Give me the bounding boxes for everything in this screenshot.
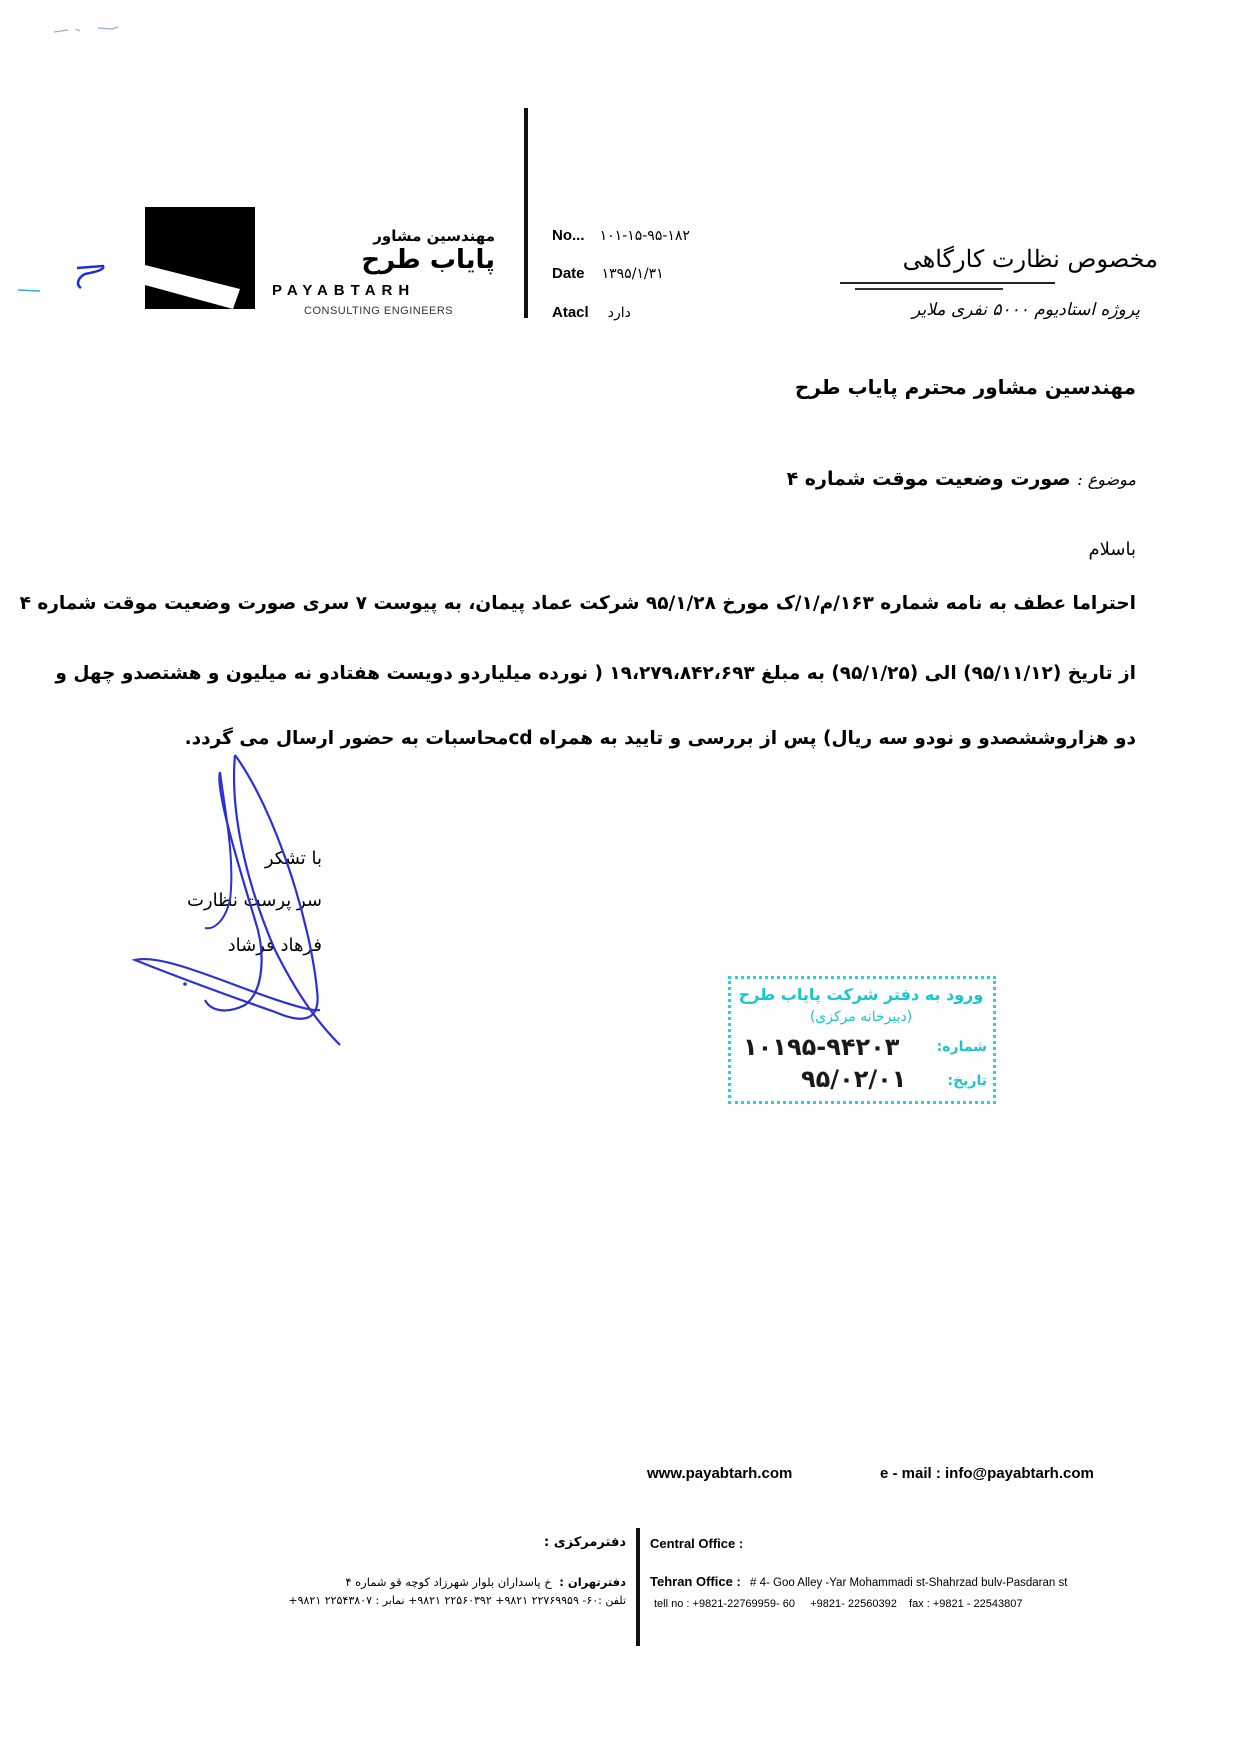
stamp-date-value: ۹۵/۰۲/۰۱ [801,1065,907,1093]
contact-numbers-fa: تلفن :۶۰- ۲۲۷۶۹۹۵۹ ۹۸۲۱+ ۲۲۵۶۰۳۹۲ ۹۸۲۱+ نمابر : ۲۲۵۴۳۸۰۷ ۹۸۲۱+ [288,1594,626,1607]
stamp-date-label: تاریخ: [947,1073,987,1089]
letter-date-label: Date [552,265,585,282]
subject-label: موضوع : [1077,470,1136,489]
closing-name: فرهاد فرشاد [227,935,322,956]
central-office-label-en: Central Office : [650,1536,744,1551]
attachment-label: Atacl [552,304,589,321]
body-line-3: دو هزاروششصدو و نودو سه ریال) پس از بررسی و تایید به همراه cdمحاسبات به حضور ارسال می گردد. [184,728,1136,749]
stamp-number-label: شماره: [936,1039,987,1055]
logo-subtitle-en: CONSULTING ENGINEERS [304,305,454,317]
closing-title: سر پرست نظارت [186,890,322,911]
receipt-stamp [728,976,996,1104]
letter-number-label: No... [552,227,585,244]
special-title: مخصوص نظارت کارگاهی [902,245,1158,273]
scan-artifact [50,20,130,40]
addressee: مهندسین مشاور محترم پایاب طرح [794,375,1136,399]
tehran-office-address-en: # 4- Goo Alley -Yar Mohammadi st-Shahrzad bulv-Pasdaran st [749,1577,1068,1589]
letter-number [552,225,690,244]
title-underline [840,282,1055,284]
logo-subtitle-fa: مهندسین مشاور [373,227,495,245]
tehran-office-fa [120,1575,626,1589]
tehran-office-label-en: Tehran Office : [650,1574,741,1589]
margin-handwriting-mark [15,260,105,295]
attachment-value: دارد [607,305,631,321]
stamp-title: ورود به دفتر شرکت پایاب طرح [738,985,984,1004]
tehran-office-en [650,1574,1067,1589]
tehran-office-address-fa: خ پاسداران بلوار شهرزاد کوچه قو شماره ۴ [345,1575,552,1589]
letter-number-value: ۱۰۱-۱۵-۹۵-۱۸۲ [599,228,690,244]
logo-name-fa: پایاب طرح [361,245,495,275]
footer-website-link[interactable]: www.payabtarh.com [647,1465,793,1482]
subject-line [700,468,1136,490]
letter-date [552,263,664,282]
tehran-office-label-fa: دفترتهران : [559,1575,626,1589]
footer-email-link[interactable]: e - mail : info@payabtarh.com [880,1465,1094,1482]
company-logo-icon [145,207,255,309]
central-office-label-fa: دفترمرکزی : [544,1535,626,1550]
footer-divider [636,1528,640,1646]
stamp-subtitle: (دبیرخانه مرکزی) [809,1009,913,1025]
logo-name-en: PAYABTARH [272,282,416,299]
closing-thanks: با تشکر [264,848,322,869]
body-line-2: از تاریخ (۹۵/۱۱/۱۲) الی (۹۵/۱/۲۵) به مبلغ ۱۹،۲۷۹،۸۴۲،۶۹۳ ( نورده میلیاردو دویست هفتادو نه میلیون و هشتصدو چهل و [55,663,1136,684]
contact-numbers-en: tell no : +9821-22769959- 60 +9821- 22560392 fax : +9821 - 22543807 [654,1598,1023,1610]
project-name: پروژه استادیوم ۵۰۰۰ نفری ملایر [912,300,1140,320]
letter-attachment [552,302,631,321]
greeting: باسلام [1088,539,1136,560]
header-divider [524,108,528,318]
title-underline-2 [855,288,1003,290]
body-line-1: احتراما عطف به نامه شماره ۱۶۳/م/۱/ک مورخ ۹۵/۱/۲۸ شرکت عماد پیمان، به پیوست ۷ سری صورت وضعیت موقت شماره ۴ [19,593,1136,614]
letter-date-value: ۱۳۹۵/۱/۳۱ [601,266,664,282]
subject-text: صورت وضعیت موقت شماره ۴ [786,468,1071,490]
handwritten-signature [125,750,355,1060]
stamp-number-value: ۱۰۱۹۵-۹۴۲۰۳ [743,1033,900,1061]
